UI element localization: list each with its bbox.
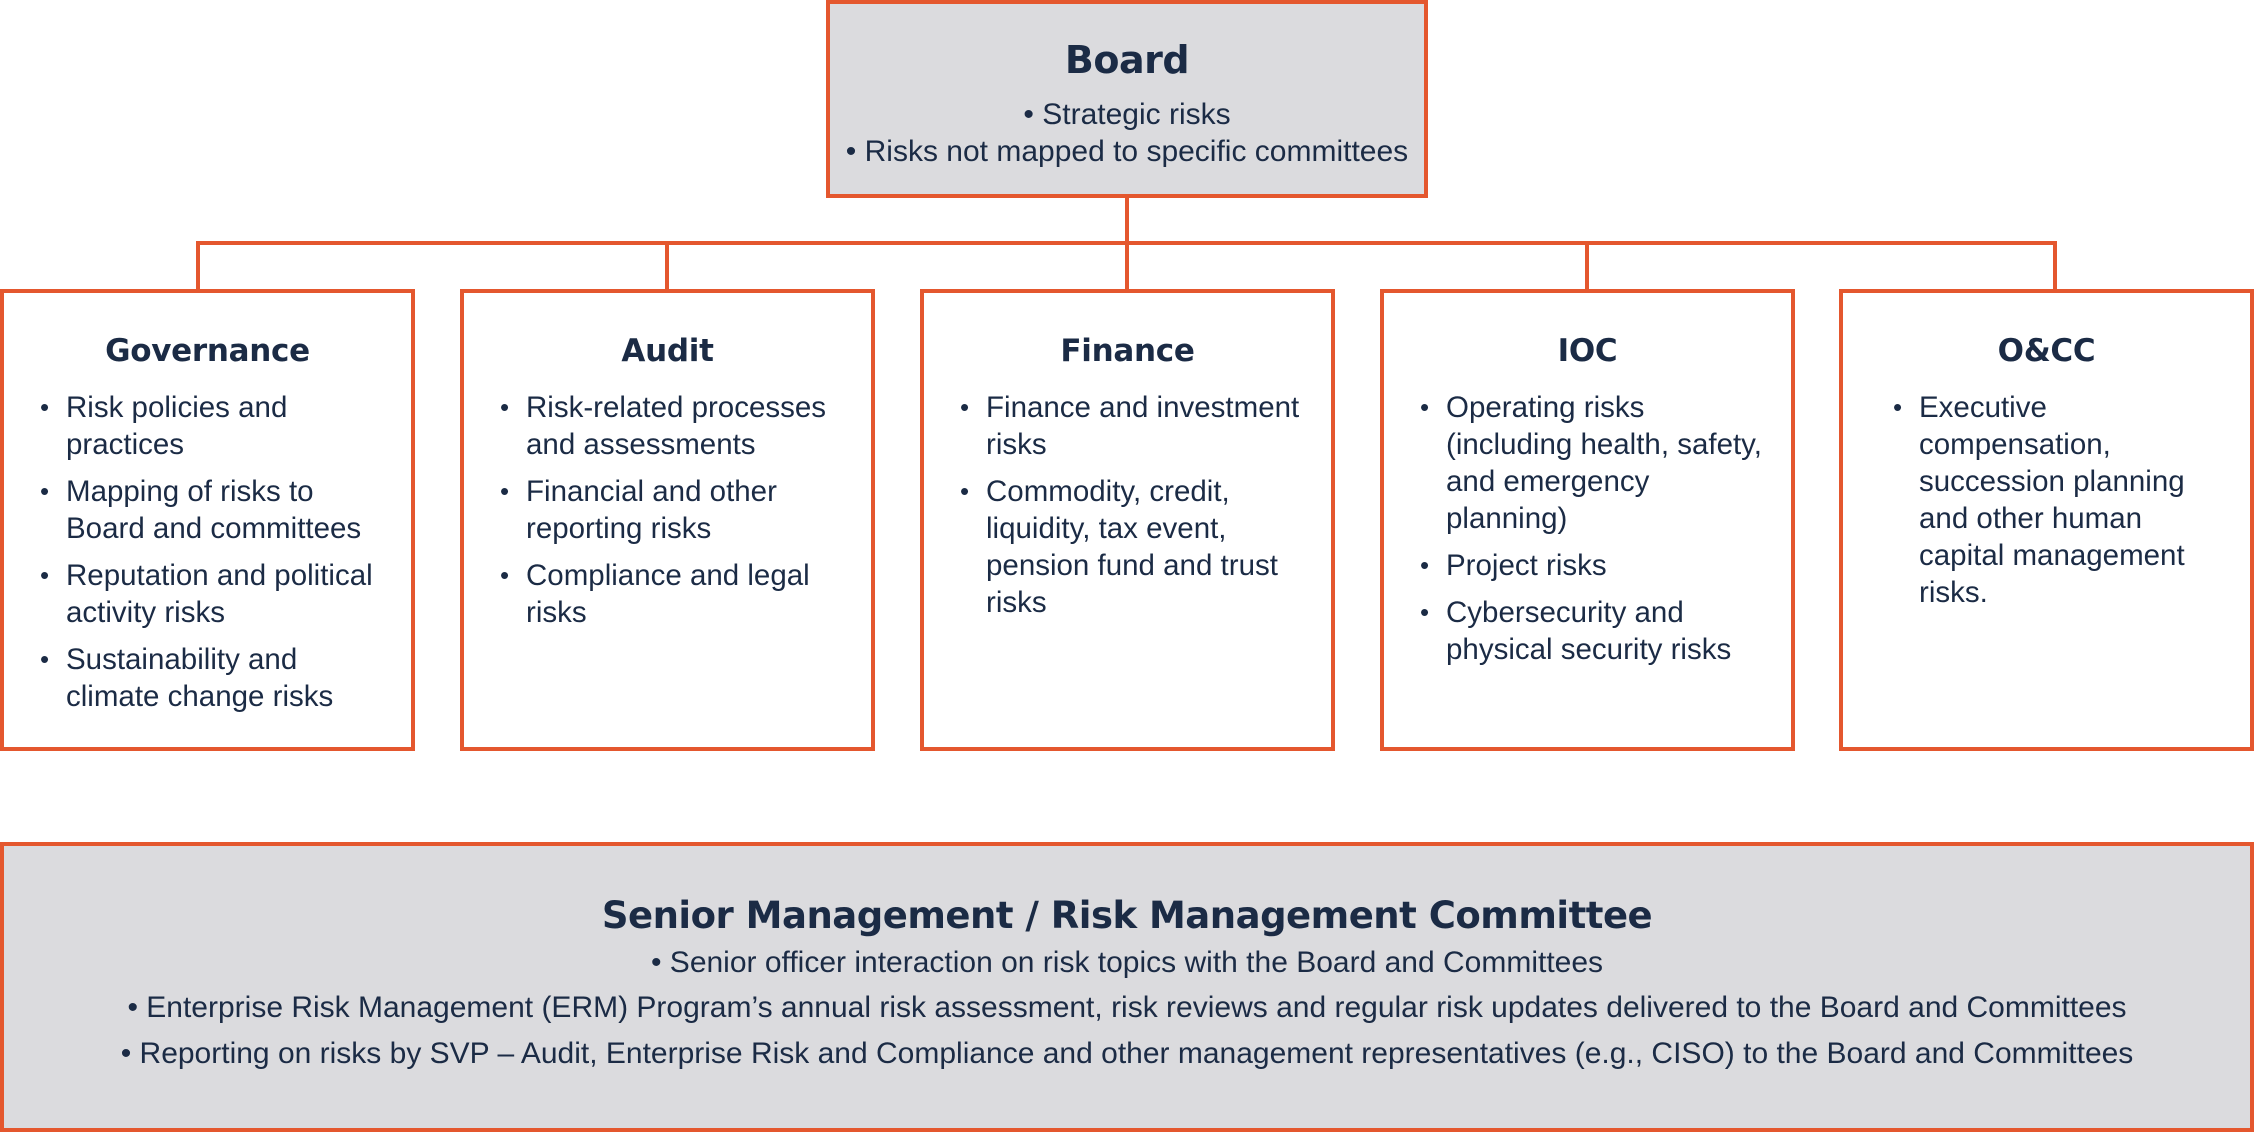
committee-title: Governance — [105, 333, 310, 369]
board-item: • Strategic risks — [1023, 98, 1231, 131]
list-item: • Risk policies and practices — [40, 389, 391, 463]
list-item: • Risk-related processes and assessments — [500, 389, 851, 463]
list-item: • Financial and other reporting risks — [500, 473, 851, 547]
list-item: • Project risks — [1420, 547, 1771, 584]
committee-title: O&CC — [1997, 333, 2096, 369]
senior-item: • Reporting on risks by SVP – Audit, Enterprise Risk and Compliance and other management representatives (e.g., CISO) to the Board and Committees — [120, 1037, 2134, 1070]
committee-list — [464, 389, 871, 631]
board-box — [826, 0, 1428, 198]
connector-drop-finance — [1125, 241, 1129, 291]
committee-list — [4, 389, 411, 715]
committee-occ — [1839, 289, 2254, 751]
committee-audit — [460, 289, 875, 751]
list-item: • Operating risks (including health, safety, and emergency planning) — [1420, 389, 1771, 537]
board-item: • Risks not mapped to specific committees — [845, 135, 1409, 168]
board-items — [830, 96, 1424, 170]
senior-management-title: Senior Management / Risk Management Committee — [601, 894, 1653, 937]
senior-management-items — [4, 943, 2250, 1077]
connector-drop-ioc — [1585, 241, 1589, 291]
connector-drop-occ — [2053, 241, 2057, 291]
committee-finance — [920, 289, 1335, 751]
connector-drop-audit — [665, 241, 669, 291]
list-item: • Sustainability and climate change risks — [40, 641, 391, 715]
committee-title: IOC — [1557, 333, 1618, 369]
list-item: • Mapping of risks to Board and committees — [40, 473, 391, 547]
board-title: Board — [1064, 38, 1190, 82]
connector-trunk — [1125, 198, 1129, 243]
senior-item: • Senior officer interaction on risk topics with the Board and Committees — [650, 946, 1604, 979]
committee-ioc — [1380, 289, 1795, 751]
committee-list — [924, 389, 1331, 621]
list-item: • Executive compensation, succession planning and other human capital management risks. — [1893, 389, 2230, 611]
committee-title: Finance — [1060, 333, 1195, 369]
list-item: • Compliance and legal risks — [500, 557, 851, 631]
committee-list — [1384, 389, 1791, 668]
committee-governance — [0, 289, 415, 751]
committee-title: Audit — [621, 333, 714, 369]
list-item: • Cybersecurity and physical security risks — [1420, 594, 1771, 668]
list-item: • Finance and investment risks — [960, 389, 1311, 463]
senior-item: • Enterprise Risk Management (ERM) Program’s annual risk assessment, risk reviews and regular risk updates delivered to the Board and Committees — [127, 991, 2127, 1024]
connector-drop-governance — [196, 241, 200, 291]
list-item: • Reputation and political activity risks — [40, 557, 391, 631]
committee-list — [1843, 389, 2250, 611]
senior-management-box — [0, 842, 2254, 1132]
list-item: • Commodity, credit, liquidity, tax event, pension fund and trust risks — [960, 473, 1311, 621]
